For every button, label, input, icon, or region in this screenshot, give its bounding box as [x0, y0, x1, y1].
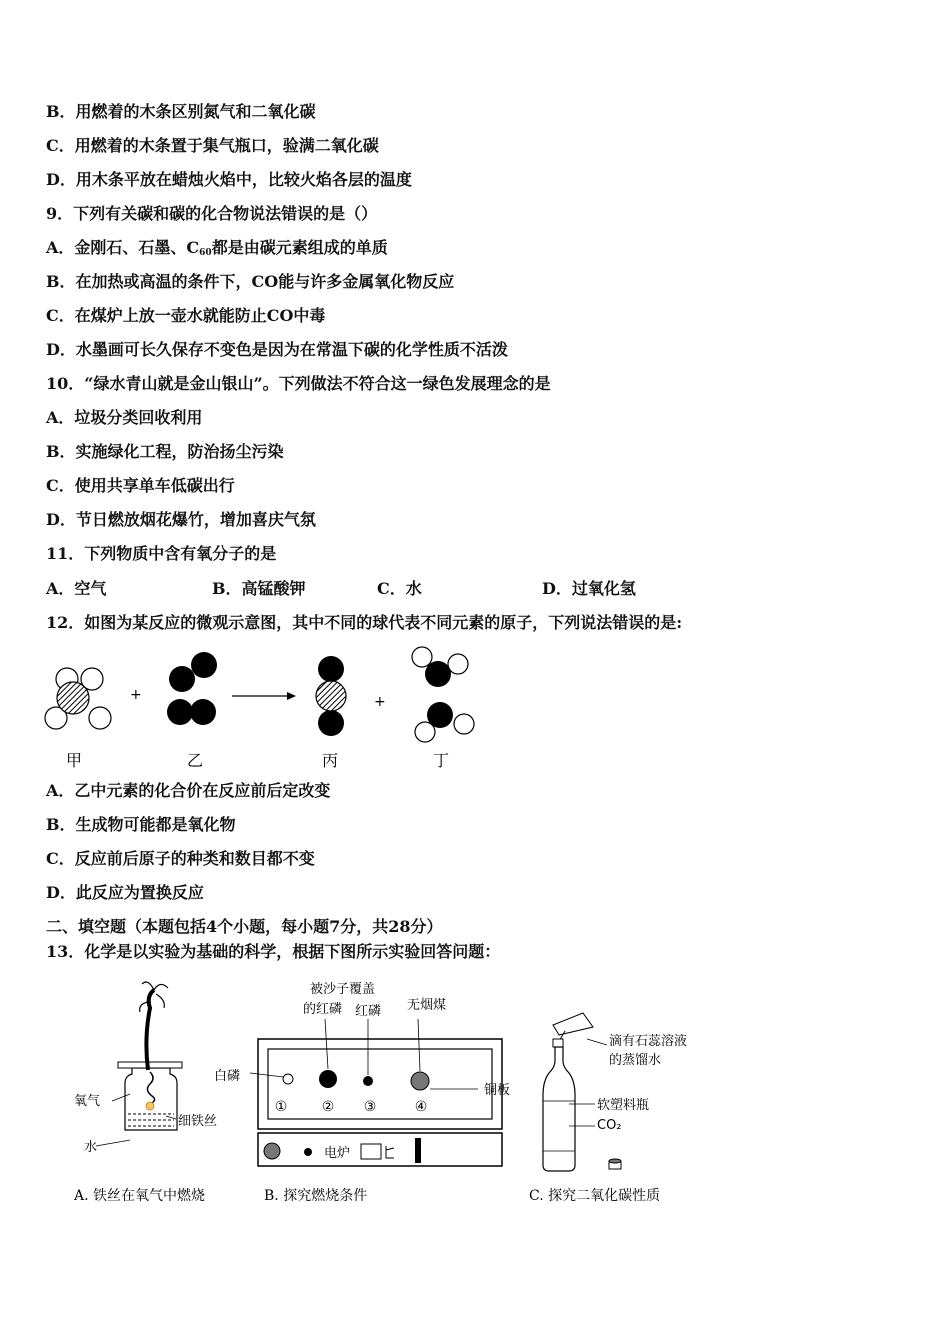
molecule-jia [45, 668, 111, 729]
label-ding: 丁 [432, 751, 450, 770]
plus-sign-1: + [130, 687, 142, 703]
marker-1: ① [274, 1099, 288, 1115]
q12-option-d: D．此反应为置换反应 [46, 883, 204, 902]
q10-option-a: A．垃圾分类回收利用 [46, 408, 203, 427]
label-bing: 丙 [321, 751, 339, 770]
q10-option-c: C．使用共享单车低碳出行 [46, 476, 235, 495]
q10-option-b: B．实施绿化工程，防治扬尘污染 [46, 442, 284, 461]
q11-option-a: A．空气 [46, 579, 107, 598]
q9-option-a-post: 都是由碳元素组成的单质 [211, 238, 388, 257]
label-co2: CO₂ [597, 1118, 622, 1133]
q12-option-c: C．反应前后原子的种类和数目都不变 [46, 849, 315, 868]
reaction-arrow [232, 692, 296, 700]
figure-c-co2 [525, 1005, 725, 1208]
label-red-phosphorus: 红磷 [355, 1004, 382, 1019]
q9-option-a-sub: 60 [199, 248, 212, 258]
q10-stem: 10．“绿水青山就是金山银山”。下列做法不符合这一绿色发展理念的是 [46, 374, 551, 393]
q9-option-b: B．在加热或高温的条件下，CO能与许多金属氧化物反应 [46, 272, 455, 291]
q12-option-a: A．乙中元素的化合价在反应前后定改变 [46, 781, 331, 800]
marker-3: ③ [363, 1099, 377, 1115]
label-litmus-1: 滴有石蕊溶液 [609, 1034, 688, 1049]
label-plastic-bottle: 软塑料瓶 [597, 1098, 650, 1113]
label-electric-stove: 电炉 [324, 1146, 351, 1161]
label-sand-covered-2: 的红磷 [303, 1002, 343, 1017]
q8-option-b: B．用燃着的木条区别氮气和二氧化碳 [46, 102, 316, 121]
q8-option-c: C．用燃着的木条置于集气瓶口，验满二氧化碳 [46, 136, 379, 155]
figure-b-combustion [210, 975, 530, 1208]
label-white-phosphorus: 白磷 [214, 1069, 241, 1084]
caption-b: B. 探究燃烧条件 [264, 1188, 368, 1204]
label-copper-plate: 铜板 [484, 1083, 511, 1098]
q9-option-a-pre: A．金刚石、石墨、C [46, 238, 200, 257]
q9-stem: 9．下列有关碳和碳的化合物说法错误的是（） [46, 204, 378, 223]
q9-option-a [46, 238, 388, 263]
q13-stem: 13．化学是以实验为基础的科学，根据下图所示实验回答问题： [46, 942, 501, 961]
plus-sign-2: + [374, 694, 386, 710]
molecule-yi [167, 652, 217, 725]
label-sand-covered-1: 被沙子覆盖 [310, 982, 376, 997]
q8-option-d: D．用木条平放在蜡烛火焰中，比较火焰各层的温度 [46, 170, 412, 189]
molecule-bing [316, 656, 346, 736]
section-2-title: 二、填空题（本题包括4个小题，每小题7分，共28分） [46, 917, 443, 936]
label-water: 水 [84, 1140, 98, 1155]
q12-stem: 12．如图为某反应的微观示意图，其中不同的球代表不同元素的原子，下列说法错误的是: [46, 613, 683, 632]
caption-a: A. 铁丝在氧气中燃烧 [74, 1188, 206, 1204]
q11-option-b: B．高锰酸钾 [212, 579, 306, 598]
q10-option-d: D．节日燃放烟花爆竹，增加喜庆气氛 [46, 510, 316, 529]
label-litmus-2: 的蒸馏水 [609, 1053, 662, 1068]
q9-option-d: D．水墨画可长久保存不变色是因为在常温下碳的化学性质不活泼 [46, 340, 508, 359]
q11-stem: 11．下列物质中含有氧分子的是 [46, 544, 277, 563]
marker-2: ② [321, 1099, 335, 1115]
label-anthracite: 无烟煤 [407, 998, 447, 1013]
q9-option-c: C．在煤炉上放一壶水就能防止CO中毒 [46, 306, 326, 325]
q11-option-c: C．水 [377, 579, 422, 598]
q12-option-b: B．生成物可能都是氧化物 [46, 815, 236, 834]
molecule-ding [412, 647, 474, 742]
marker-4: ④ [414, 1099, 428, 1115]
label-jia: 甲 [65, 751, 83, 770]
label-iron-wire: 细铁丝 [178, 1114, 218, 1129]
label-yi: 乙 [186, 751, 204, 770]
label-oxygen: 氧气 [74, 1094, 101, 1109]
caption-c: C. 探究二氧化碳性质 [529, 1188, 661, 1204]
q11-option-d: D．过氧化氢 [542, 579, 636, 598]
q12-reaction-diagram [40, 645, 500, 775]
